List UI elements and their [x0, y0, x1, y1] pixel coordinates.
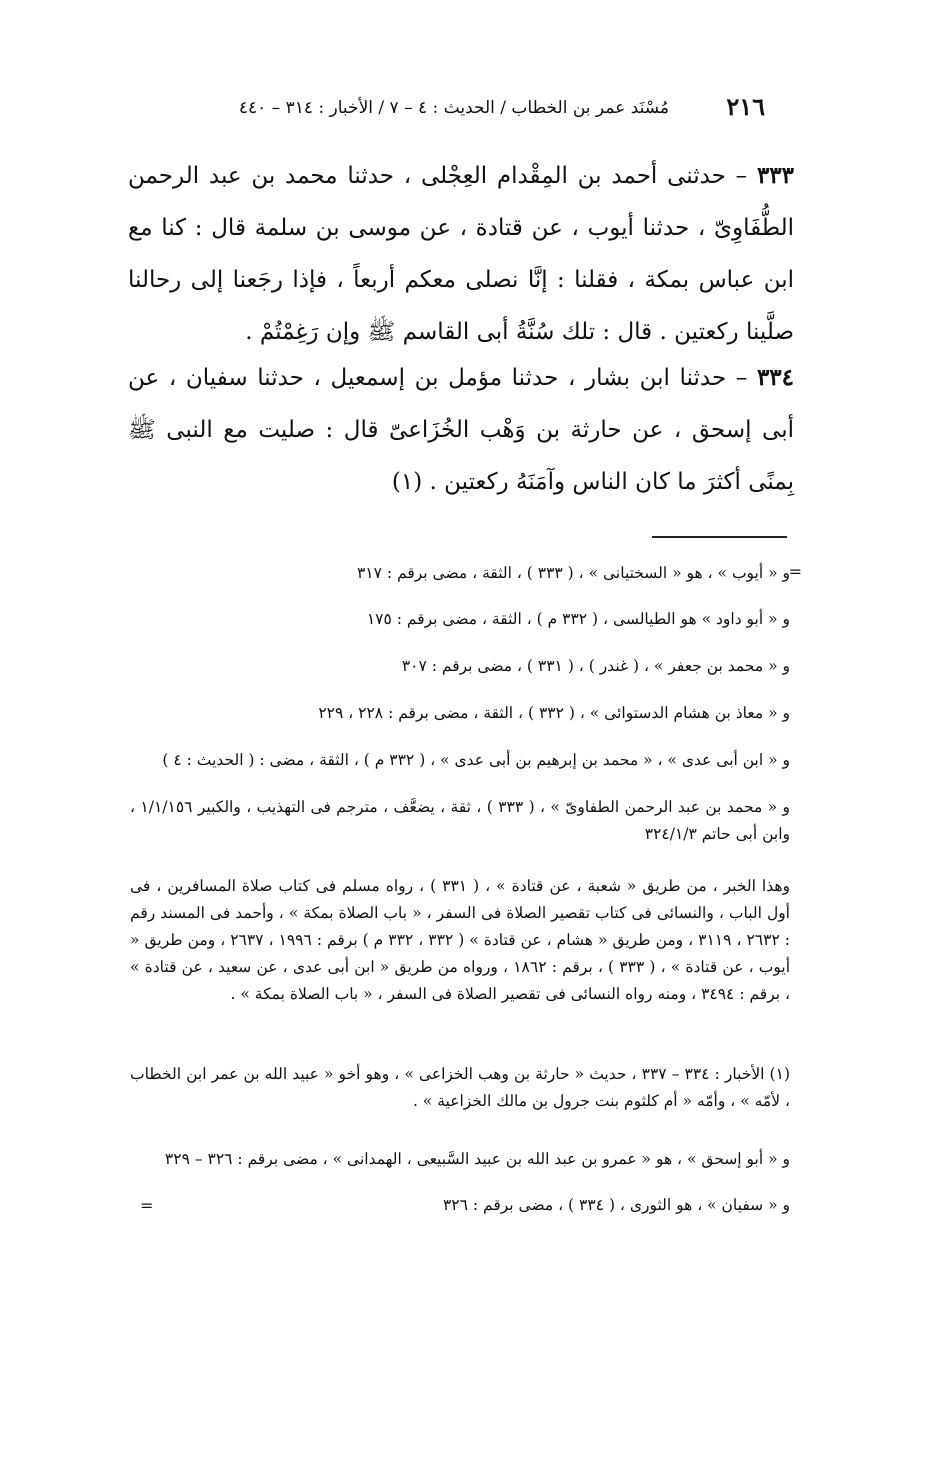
- page-number: ٢١٦: [726, 92, 765, 121]
- footnotes: [130, 0, 802, 1481]
- footnote-paragraph: و « محمد بن عبد الرحمن الطفاوىّ » ، ( ٣٣٣ ) ، ثقة ، يضعَّف ، مترجم فى التهذيب ، والكبير ١/١/١٥٦ ، وابن أبى حاتم ٣٢٤/١/٣: [130, 798, 791, 843]
- footnote-line: و « أبو داود » هو الطيالسى ، ( ٣٣٢ م ) ، الثقة ، مضى برقم : ١٧٥: [366, 610, 790, 628]
- footnote-line: و « سفيان » ، هو الثورى ، ( ٣٣٤ ) ، مضى برقم : ٣٢٦: [442, 1196, 790, 1214]
- hadith-number: ٣٣٤: [756, 364, 795, 391]
- hadith-text: حدثنى أحمد بن المِقْدام العِجْلى ، حدثنا محمد بن عبد الرحمن الطُّفَاوِىّ ، حدثنا أيوب ، عن قتادة ، عن موسى بن سلمة قال : كنا مع ابن عباس بمكة ، فقلنا : إنَّا نصلى معكم أربعاً ، فإذا رجَعنا إلى رحالنا صلَّينا ركعتين . قال : تلك سُنَّةُ أبى القاسم ﷺ وإن رَغِمْتُمْ .: [128, 163, 794, 345]
- hadith-dash: –: [725, 163, 757, 189]
- footnote-line: و « محمد بن جعفر » ، ( غندر ) ، ( ٣٣١ ) ، مضى برقم : ٣٠٧: [401, 657, 790, 675]
- hadith-text: حدثنا ابن بشار ، حدثنا مؤمل بن إسمعيل ، حدثنا سفيان ، عن أبى إسحق ، عن حارثة بن وَهْب الخُزَاعىّ قال : صليت مع النبى ﷺ بِمنًى أكثرَ ما كان الناس وآمَنَهُ ركعتين . (١): [128, 365, 794, 495]
- footnote-paragraph: (١) الأخبار : ٣٣٤ – ٣٣٧ ، حديث « حارثة بن وهب الخزاعى » ، وهو أخو « عبيد الله بن عمر ابن الخطاب ، لأمّه » ، وأمّه « أم كلثوم بنت جرول بن مالك الخزاعية » .: [130, 1065, 790, 1110]
- hadith-number: ٣٣٣: [756, 162, 794, 189]
- footnote-line: و « معاذ بن هشام الدستوائى » ، ( ٣٣٢ ) ، الثقة ، مضى برقم : ٢٢٨ ، ٢٢٩: [318, 704, 790, 722]
- footnote-line: و « ابن أبى عدى » ، « محمد بن إبرهيم بن أبى عدى » ، ( ٣٣٢ م ) ، الثقة ، مضى : ( الحديث : ٤ ): [162, 751, 790, 769]
- footnote-line: و « أبو إسحق » ، هو « عمرو بن عبد الله بن عبيد السَّبيعى ، الهمدانى » ، مضى برقم : ٣٢٦ – ٣٢٩: [164, 1150, 790, 1168]
- running-title: مُسْنَد عمر بن الخطاب / الحديث : ٤ – ٧ / الأخبار : ٣١٤ – ٤٤٠: [238, 98, 669, 118]
- continuation-mark-top: =: [788, 562, 802, 581]
- footnote-line: و « أيوب » ، هو « السختيانى » ، ( ٣٣٣ ) ، الثقة ، مضى برقم : ٣١٧: [356, 564, 790, 582]
- hadith-dash: –: [726, 365, 757, 391]
- footnote-paragraph: وهذا الخبر ، من طريق « شعبة ، عن قتادة » ، ( ٣٣١ ) ، رواه مسلم فى كتاب صلاة المسافرين ، فى أول الباب ، والنسائى فى كتاب تقصير الصلاة فى السفر ، « باب الصلاة بمكة » ، وأحمد فى المسند رقم : ٢٦٣٢ ، ٣١١٩ ، ومن طريق « هشام ، عن قتادة » ( ٣٣٢ ، ٣٣٢ م ) برقم : ١٩٩٦ ، ٢٦٣٧ ، ومن طريق « أيوب ، عن قتادة » ، ( ٣٣٣ ) ، برقم : ١٨٦٢ ، ورواه من طريق « ابن أبى عدى ، عن سعيد ، عن قتادة » ، برقم : ٣٤٩٤ ، ومنه رواه النسائى فى تقصير الصلاة فى السفر ، « باب الصلاة بمكة » .: [130, 877, 791, 1003]
- continuation-mark-bottom: =: [140, 1196, 154, 1215]
